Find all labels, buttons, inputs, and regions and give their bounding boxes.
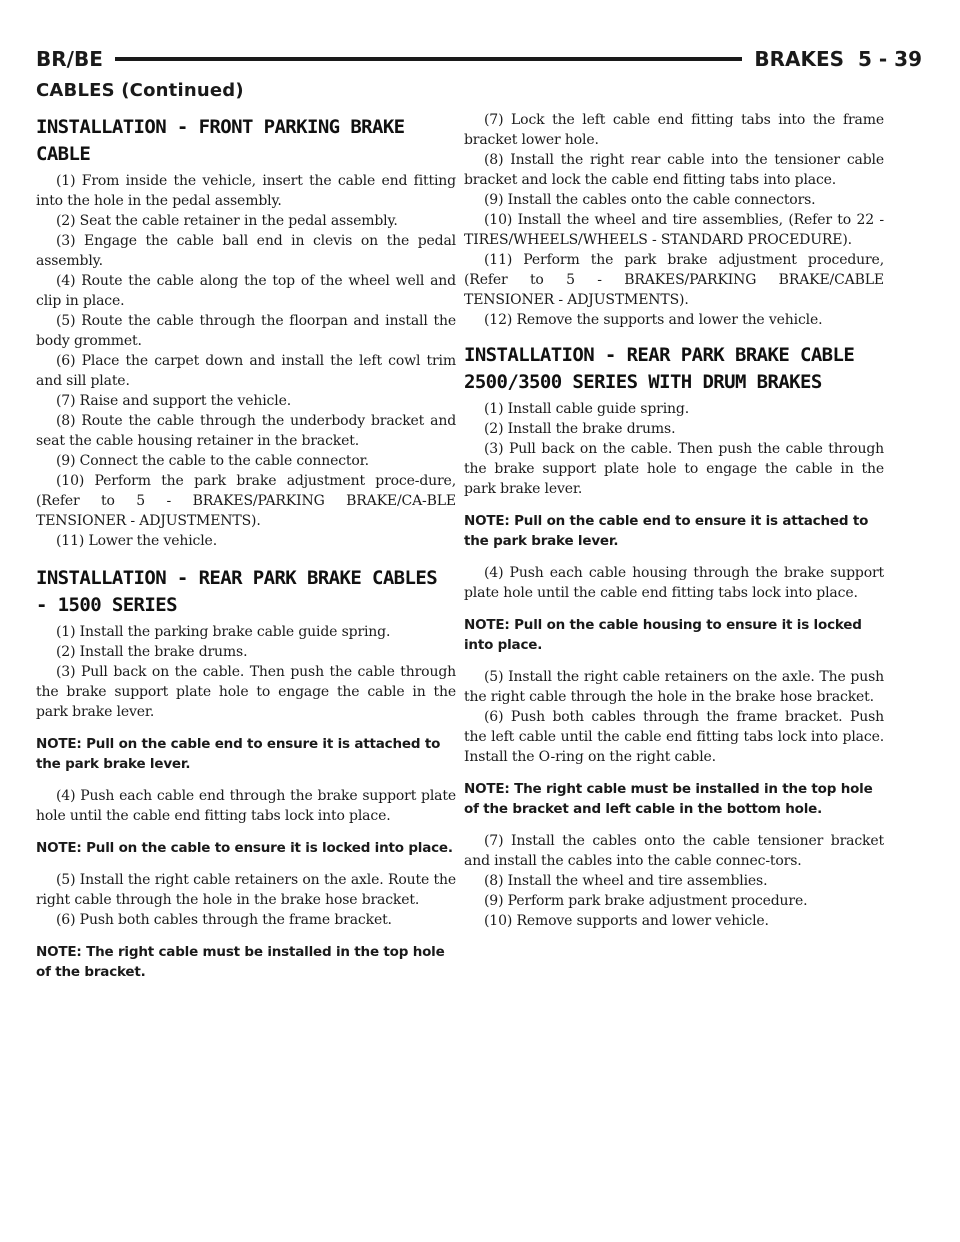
- rear2500-steps-b: [464, 563, 884, 603]
- procedure-step: (3) Pull back on the cable. Then push the cable through the brake support plate hole to engage the cable in the park brake lever.: [464, 441, 884, 497]
- procedure-step: (11) Perform the park brake adjustment procedure, (Refer to 5 - BRAKES/PARKING BRAKE/CABLE TENSIONER - ADJUSTMENTS).: [464, 252, 884, 308]
- section-title-rear-1500: INSTALLATION - REAR PARK BRAKE CABLES - 1500 SERIES: [36, 567, 438, 616]
- procedure-step: (12) Remove the supports and lower the vehicle.: [484, 312, 823, 328]
- section-title-front: INSTALLATION - FRONT PARKING BRAKE CABLE: [36, 116, 405, 165]
- procedure-step: (7) Raise and support the vehicle.: [56, 393, 292, 409]
- rear2500-steps-d: [464, 831, 884, 931]
- procedure-step: (7) Lock the left cable end fitting tabs into the frame bracket lower hole.: [464, 112, 884, 148]
- procedure-step: (4) Route the cable along the top of the wheel well and clip in place.: [36, 273, 456, 309]
- procedure-step: (2) Seat the cable retainer in the pedal assembly.: [56, 213, 398, 229]
- procedure-step: (4) Push each cable end through the brake support plate hole until the cable end fitting tabs lock into place.: [36, 788, 456, 824]
- procedure-step: (3) Engage the cable ball end in clevis on the pedal assembly.: [36, 233, 456, 269]
- header-rule: [115, 57, 742, 61]
- header-page-number: 5 - 39: [858, 47, 922, 71]
- note: NOTE: The right cable must be installed in the top hole of the bracket.: [36, 944, 445, 980]
- procedure-step: (1) Install cable guide spring.: [484, 401, 690, 417]
- procedure-step: (11) Lower the vehicle.: [56, 533, 217, 549]
- continued-heading: CABLES (Continued): [36, 80, 244, 101]
- procedure-step: (1) From inside the vehicle, insert the cable end fitting into the hole in the pedal assembly.: [36, 173, 456, 209]
- procedure-step: (8) Install the wheel and tire assemblies.: [484, 873, 768, 889]
- front-steps: [36, 171, 456, 551]
- procedure-step: (5) Install the right cable retainers on the axle. Route the right cable through the hole in the brake hose bracket.: [36, 872, 456, 908]
- procedure-step: (6) Place the carpet down and install the left cowl trim and sill plate.: [36, 353, 456, 389]
- procedure-step: (9) Perform park brake adjustment procedure.: [484, 893, 808, 909]
- rear1500-steps-c: [36, 870, 456, 930]
- procedure-step: (10) Perform the park brake adjustment proce-dure, (Refer to 5 - BRAKES/PARKING BRAKE/CA-BLE TENSIONER - ADJUSTMENTS).: [36, 473, 456, 529]
- procedure-step: (5) Route the cable through the floorpan and install the body grommet.: [36, 313, 456, 349]
- procedure-step: (10) Remove supports and lower vehicle.: [484, 913, 769, 929]
- rear2500-steps-c: [464, 667, 884, 767]
- header-section: BRAKES: [754, 47, 845, 71]
- procedure-step: (5) Install the right cable retainers on the axle. The push the right cable through the hole in the brake hose bracket.: [464, 669, 884, 705]
- procedure-step: (2) Install the brake drums.: [484, 421, 676, 437]
- procedure-step: (6) Push both cables through the frame bracket.: [56, 912, 392, 928]
- procedure-step: (8) Route the cable through the underbody bracket and seat the cable housing retainer in the bracket.: [36, 413, 456, 449]
- note: NOTE: Pull on the cable end to ensure it is attached to the park brake lever.: [464, 513, 869, 549]
- left-column: [36, 108, 456, 994]
- procedure-step: (9) Install the cables onto the cable connectors.: [484, 192, 816, 208]
- rear1500-steps-b: [36, 786, 456, 826]
- rear1500-steps-a: [36, 622, 456, 722]
- section-title-rear-2500: INSTALLATION - REAR PARK BRAKE CABLE 2500/3500 SERIES WITH DRUM BRAKES: [464, 344, 855, 393]
- procedure-step: (4) Push each cable housing through the brake support plate hole until the cable end fitting tabs lock into place.: [464, 565, 884, 601]
- note: NOTE: Pull on the cable end to ensure it is attached to the park brake lever.: [36, 736, 441, 772]
- procedure-step: (3) Pull back on the cable. Then push the cable through the brake support plate hole to engage the cable in the park brake lever.: [36, 664, 456, 720]
- procedure-step: (8) Install the right rear cable into the tensioner cable bracket and lock the cable end fitting tabs into place.: [464, 152, 884, 188]
- rear2500-steps-a: [464, 399, 884, 499]
- note: NOTE: The right cable must be installed in the top hole of the bracket and left cable in the bottom hole.: [464, 781, 873, 817]
- procedure-step: (10) Install the wheel and tire assemblies, (Refer to 22 - TIRES/WHEELS/WHEELS - STANDARD PROCEDURE).: [464, 212, 884, 248]
- procedure-step: (7) Install the cables onto the cable tensioner bracket and install the cables into the cable connec-tors.: [464, 833, 884, 869]
- header-right: [754, 47, 922, 71]
- note: NOTE: Pull on the cable to ensure it is locked into place.: [36, 840, 453, 856]
- rear1500-steps-d: [464, 110, 884, 330]
- page-header: [36, 44, 922, 74]
- right-column: [464, 110, 884, 931]
- procedure-step: (9) Connect the cable to the cable connector.: [56, 453, 369, 469]
- note: NOTE: Pull on the cable housing to ensure it is locked into place.: [464, 617, 862, 653]
- procedure-step: (1) Install the parking brake cable guide spring.: [56, 624, 391, 640]
- procedure-step: (6) Push both cables through the frame bracket. Push the left cable until the cable end fitting tabs lock into place. Install the O-ring on the right cable.: [464, 709, 884, 765]
- procedure-step: (2) Install the brake drums.: [56, 644, 248, 660]
- header-model: BR/BE: [36, 47, 103, 71]
